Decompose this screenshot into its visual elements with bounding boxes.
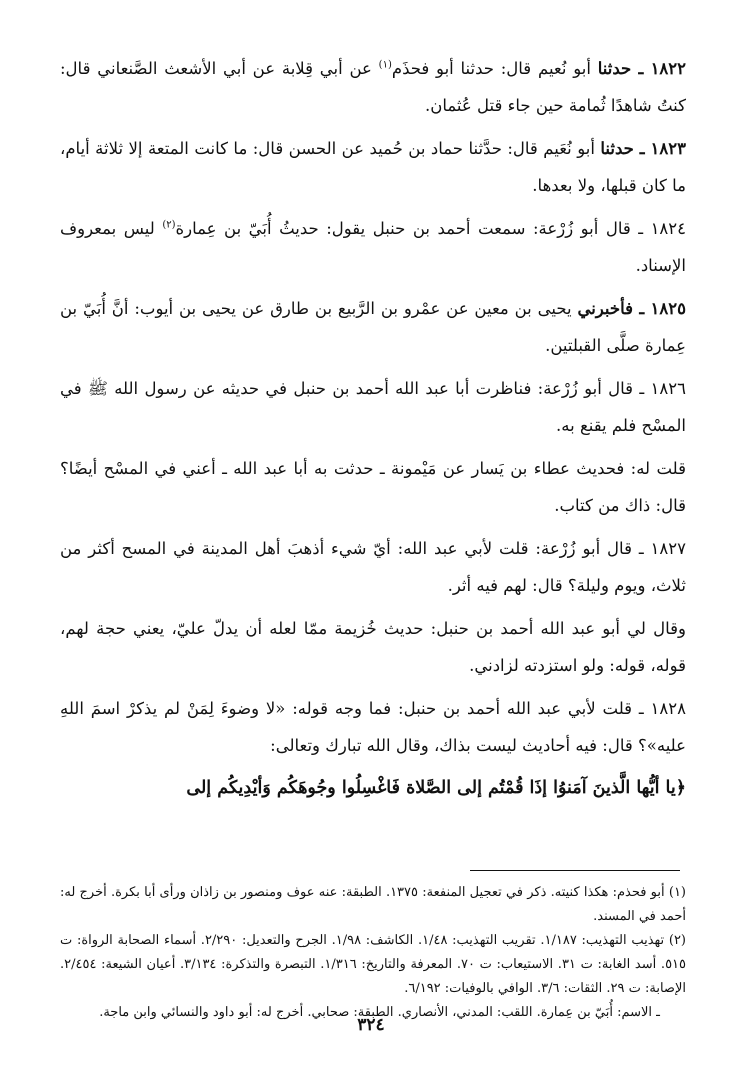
narration-text: ليس بمعروف الإسناد. [60, 219, 686, 275]
narration-text: عن أبي قِلابة عن أبي الأشعث الصَّنعاني قال: كنتُ شاهدًا ثُمامة حين جاء قتل عُثمان. [60, 59, 686, 115]
narration-1825 [60, 290, 686, 364]
narration-1827-cont [60, 610, 686, 684]
footnote-separator [470, 870, 680, 871]
narration-text: يحيى بن معين عن عمْرو بن الرَّبيع بن طارق عن يحيى بن أيوب: أنَّ أُبَيّ بن عِمارة صلَّى القبلتين. [60, 299, 686, 355]
narration-text: ١٨٢٤ ـ قال أبو زُرْعة: سمعت أحمد بن حنبل يقول: حديثُ أُبَيّ بن عِمارة [175, 219, 687, 238]
narration-lead: ١٨٢٥ ـ فأخبرني [577, 299, 686, 318]
narration-text: وقال لي أبو عبد الله أحمد بن حنبل: حديث خُزيمة ممّا لعله أن يدلّ عليّ، يعني حجة لهم، قوله، قوله: ولو استزدته لزادني. [60, 619, 686, 675]
narration-1828 [60, 690, 686, 764]
narration-1824 [60, 210, 686, 284]
narration-1826 [60, 370, 686, 444]
page-number: ٣٢٤ [357, 1015, 385, 1035]
narration-lead: ١٨٢٢ ـ حدثنا [597, 59, 687, 78]
narration-1823 [60, 130, 686, 204]
footnote-2: (٢) تهذيب التهذيب: ١/١٨٧. تقريب التهذيب: ١/٤٨. الكاشف: ١/٩٨. الجرح والتعديل: ٢/٢٩٠. أسماء الصحابة الرواة: ت ٥١٥. أسد الغابة: ت ٣١. الاستيعاب: ت ٧٠. المعرفة والتاريخ: ١/٣١٦. التبصرة والتذكرة: ٣/١٣٤. أعيان الشيعة: ٢/٤٥٤. الإصابة: ت ٢٩. الثقات: ٣/٦. الوافي بالوفيات: ٦/١٩٢. [60, 933, 687, 996]
narration-text: أبو نُعَيم قال: حدَّثنا حماد بن حُميد عن الحسن قال: ما كانت المتعة إلا ثلاثة أيام، ما كان قبلها، ولا بعدها. [60, 139, 686, 195]
narration-text: ١٨٢٦ ـ قال أبو زُرْعة: فناظرت أبا عبد الله أحمد بن حنبل في حديثه عن رسول الله ﷺ في المسْح فلم يقنع به. [60, 379, 686, 435]
quran-verse: ﴿يا أيُّها الَّذينَ آمَنوُا إذَا قُمْتُم إلى الصَّلاة فَاغْسِلُوا وجُوهَكُم وَأيْدِيكُم إلى [186, 778, 686, 798]
main-text [60, 50, 686, 806]
narration-1827 [60, 530, 686, 604]
footnotes [60, 881, 686, 1025]
narration-1822 [60, 50, 686, 124]
narration-1826-cont [60, 450, 686, 524]
footnote-marker: (٢) [162, 219, 176, 231]
narration-text: ١٨٢٧ ـ قال أبو زُرْعة: قلت لأبي عبد الله: أيّ شيء أذهبَ أهل المدينة في المسح أكثر من ثلاث، ويوم وليلة؟ قال: لهم فيه أثر. [60, 539, 686, 595]
footnote-1: (١) أبو فحذم: هكذا كنيته. ذكر في تعجيل المنفعة: ١٣٧٥. الطبقة: عنه عوف ومنصور بن زاذان ورأى أبا بكرة. أخرج له: أحمد في المسند. [60, 885, 686, 924]
narration-text: أبو نُعيم قال: حدثنا أبو فحذَم [391, 59, 591, 78]
footnote-marker: (١) [378, 59, 392, 71]
footnote-2-name: ـ الاسم: أُبَيّ بن عِمارة. اللقب: المدني، الأنصاري. الطبقة: صحابي. أخرج له: أبو داود والنسائي وابن ماجة. [99, 1005, 660, 1020]
narration-lead: ١٨٢٣ ـ حدثنا [600, 139, 686, 158]
narration-text: قلت له: فحديث عطاء بن يَسار عن مَيْمونة ـ حدثت به أبا عبد الله ـ أعني في المسْح أيضًا؟ قال: ذاك من كتاب. [60, 459, 686, 515]
narration-text: ١٨٢٨ ـ قلت لأبي عبد الله أحمد بن حنبل: فما وجه قوله: «لا وضوءَ لِمَنْ لم يذكرْ اسمَ اللهِ عليه»؟ قال: فيه أحاديث ليست بذاك، وقال الله تبارك وتعالى: [60, 699, 686, 755]
